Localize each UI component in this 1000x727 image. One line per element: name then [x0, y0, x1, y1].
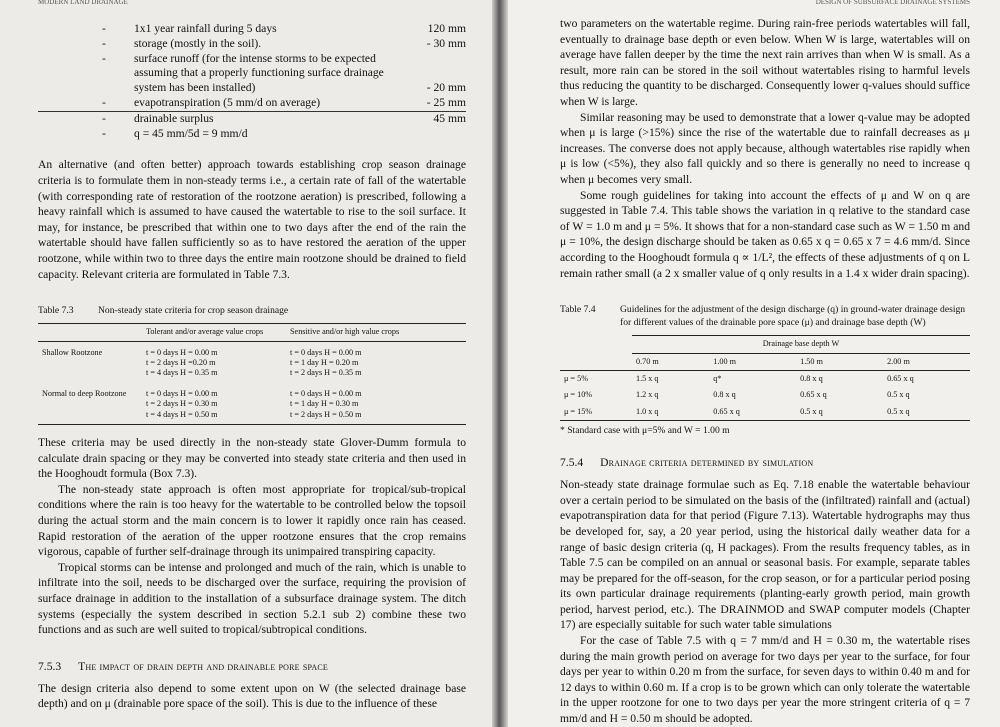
balance-item	[38, 96, 466, 112]
row-label: Shallow Rootzone	[42, 347, 103, 357]
sensitive-cell	[286, 383, 466, 425]
factor-cell: 1.5 x q	[636, 373, 659, 383]
section-heading	[560, 456, 970, 469]
table-label: Table 7.4	[560, 304, 596, 316]
paragraph: Similar reasoning may be used to demonstrate that a lower q-value may be adopted when μ is large (>15%) since the rise of the watertable due to rainfall decreases as μ increases. The converse does not apply because, although watertables rise rapidly when μ is low (<5%), they also fall quickly and so there is generally no need to increase q when μ becomes very small.	[560, 110, 970, 186]
table-7-3	[38, 323, 466, 425]
depth-header: 2.00 m	[883, 353, 970, 370]
mu-label: μ = 5%	[564, 373, 589, 383]
row-label: Normal to deep Rootzone	[42, 388, 127, 398]
paragraph: Some rough guidelines for taking into account the effects of μ and W on q are suggested in Table 7.4. This table shows the variation in q relative to the standard case of W = 1.0 m and μ = 5%. It shows that for a non-standard case such as W = 1.50 m and μ = 10%, the design discharge should be taken as 0.65 x q = 0.65 x 7 = 4.6 mm/d. Since according to the Hooghoudt formula q ∝ 1/L², the effects of these adjustments of q on L remain rather small (a 2 x smaller value of q only results in a 1.4 x wider drain spacing).	[560, 188, 970, 280]
factor-cell: 1.0 x q	[636, 406, 659, 416]
balance-item	[38, 112, 466, 127]
dash-marker: -	[102, 36, 106, 50]
section-number: 7.5.4	[560, 456, 584, 470]
factor-cell: 0.65 x q	[713, 406, 740, 416]
table-label: Table 7.3	[38, 305, 74, 317]
table-title: Non-steady state criteria for crop season drainage	[98, 305, 289, 317]
tolerant-cell	[142, 383, 286, 425]
balance-item	[38, 127, 466, 142]
factor-cell: 0.8 x q	[800, 373, 823, 383]
table-row	[38, 383, 466, 425]
factor-cell: q*	[713, 373, 722, 383]
balance-item	[38, 22, 466, 37]
factor-cell: 0.65 x q	[887, 373, 914, 383]
column-header: Tolerant and/or average value crops	[142, 324, 286, 341]
factor-cell: 0.8 x q	[713, 390, 736, 400]
factor-cell: 0.65 x q	[800, 390, 827, 400]
balance-amount: 120 mm	[427, 22, 466, 35]
book-gutter	[492, 0, 508, 727]
dash-marker: -	[102, 22, 106, 35]
criterion-line: t = 1 day H = 0.20 m	[290, 357, 359, 367]
dash-marker: -	[102, 111, 106, 125]
paragraph: Tropical storms can be intense and prolonged and much of the rain, which is unable to infiltrate into the soil, needs to be discharged over the surface, requiring the provision of surface drainage in addition to the installation of a subsurface drainage system. The ditch systems (especially the system described in section 5.2.1 sub 2) combine these two functions and as such are well suited to tropical/subtropical conditions.	[38, 560, 466, 637]
table-row	[38, 341, 466, 383]
section-heading	[38, 660, 466, 673]
table-row	[560, 387, 970, 403]
balance-text: drainable surplus	[134, 111, 214, 125]
section-title: Drainage criteria determined by simulation	[600, 456, 814, 470]
criterion-line: t = 1 day H = 0.30 m	[290, 399, 359, 409]
depth-header: 0.70 m	[632, 353, 709, 370]
dash-marker: -	[102, 51, 106, 65]
paragraph: These criteria may be used directly in the non-steady state Glover-Dumm formula to calculate drain spacing or they may be converted into steady state criteria and then used in the Hooghoudt formula (Box 7.3).	[38, 435, 466, 481]
balance-text: surface runoff (for the intense storms to be expected assuming that a properly functioning surface drainage system has been installed)	[134, 51, 384, 95]
column-header: Sensitive and/or high value crops	[286, 324, 466, 341]
table-row	[560, 370, 970, 387]
factor-cell: 0.5 x q	[887, 406, 910, 416]
criterion-line: t = 4 days H = 0.35 m	[146, 368, 218, 378]
balance-item	[38, 37, 466, 52]
balance-text: q = 45 mm/5d = 9 mm/d	[134, 126, 248, 140]
paragraph: two parameters on the watertable regime. During rain-free periods watertables will fall, eventually to drainage base depth or even below. When W is large, watertables will on average have fallen deeper by the time the next rain arrives than when W is small. As a result, more rain can be stored in the soil without watertables rising to harmful levels thus reducing the quantity to be discharged. Consequently lower q-values should suffice when W is large.	[560, 17, 970, 108]
tolerant-cell	[142, 341, 286, 383]
table-footnote: * Standard case with μ=5% and W = 1.00 m	[560, 425, 730, 437]
depth-header: 1.50 m	[796, 353, 883, 370]
criterion-line: t = 0 days H = 0.00 m	[146, 347, 218, 357]
balance-amount: - 25 mm	[426, 95, 466, 109]
balance-text: storage (mostly in the soil).	[134, 36, 262, 50]
criterion-line: t = 2 days H = 0.30 m	[146, 399, 218, 409]
paragraph: The design criteria also depend to some extent upon on W (the selected drainage base depth) and on μ (drainable pore space of the soil). This is due to the influence of these	[38, 681, 466, 711]
factor-cell: 1.2 x q	[636, 390, 659, 400]
running-head: MODERN LAND DRAINAGE	[38, 0, 128, 4]
criterion-line: t = 0 days H = 0.00 m	[146, 388, 218, 398]
column-header	[38, 324, 142, 341]
paragraph: An alternative (and often better) approach towards establishing crop season drainage criteria is to formulate them in non-steady terms i.e., a certain rate of fall of the watertable (with corresponding rate of restoration of the rootzone aeration) is prescribed, following a heavy rainfall which is assumed to have caused the watertable to rise to the soil surface. It may, for instance, be prescribed that within one to two days after the end of the rain the watertable should have fallen sufficiently so as to have restored the aeration of the upper rootzone, while within two to three days the entire main rootzone should be drained to field capacity. Relevant criteria are formulated in Table 7.3.	[38, 158, 466, 281]
section-number: 7.5.3	[38, 659, 62, 673]
sensitive-cell	[286, 341, 466, 383]
table-title: Guidelines for the adjustment of the design discharge (q) in ground-water drainage design for different values of the drainable pore space (μ) and drainage base depth (W)	[620, 304, 966, 329]
mu-label: μ = 15%	[564, 406, 593, 416]
group-header: Drainage base depth W	[632, 336, 970, 353]
right-page	[508, 0, 1000, 727]
paragraph: For the case of Table 7.5 with q = 7 mm/d and H = 0.30 m, the watertable rises during the main growth period on average for two days per year to the surface, for four days per year to within 0.20 m from the surface, for seven days to within 0.40 m and for 12 days to within 0.60 m. If a crop is to be grown which can only tolerate the watertable in the upper rootzone for one to two days per year the more stringent criteria of q = 7 mm/d and H = 0.50 m should be adopted.	[560, 634, 970, 726]
table-7-4	[560, 335, 970, 421]
criterion-line: t = 4 days H = 0.50 m	[146, 409, 218, 419]
paragraph: The non-steady state approach is often most appropriate for tropical/sub-tropical conditions where the rain is too heavy for the watertable to be controlled below the topsoil during the actual storm and the main concern is to lower it rapidly once rain has ceased. Rapid restoration of the aeration of the upper rootzone ensures that the crop remains vigorous, capable of further self-drainage through its unimpaired transpiring capacity.	[38, 482, 466, 559]
balance-amount: - 20 mm	[426, 81, 466, 95]
balance-text: evapotranspiration (5 mm/d on average)	[134, 95, 321, 109]
paragraph: Non-steady state drainage formulae such as Eq. 7.18 enable the watertable behaviour over a certain period to be simulated on the basis of the (infiltrated) rainfall and (actual) evapotranspiration data for that period (Figure 7.13). Watertable hydrographs may thus be developed for, say, a 20 year period, using the historical daily weather data for a range of basic design criteria (q, H packages). From the results frequency tables, as in Table 7.5 can be compiled on an annual or seasonal basis. For example, separate tables may be prepared for the off-season, for the crop season, or for a particular period posing its own particular drainage requirements (planting-early growth period, main growth period, harvest period, etc.). The DRAINMOD and SWAP computer models (Chapter 17) are especially suitable for such water table simulations	[560, 478, 970, 632]
balance-amount: - 30 mm	[426, 36, 466, 50]
criterion-line: t = 2 days H = 0.35 m	[290, 368, 362, 378]
section-title: The impact of drain depth and drainable pore space	[78, 659, 329, 673]
balance-item	[38, 52, 466, 96]
table-caption	[38, 304, 466, 317]
balance-amount: 45 mm	[433, 111, 466, 125]
depth-header: 1.00 m	[709, 353, 796, 370]
table-caption	[560, 303, 970, 329]
water-balance-list	[38, 22, 466, 141]
criterion-line: t = 0 days H = 0.00 m	[290, 388, 362, 398]
factor-cell: 0.5 x q	[800, 406, 823, 416]
left-page	[0, 0, 492, 727]
mu-label: μ = 10%	[564, 390, 593, 400]
dash-marker: -	[102, 126, 106, 140]
table-row	[560, 404, 970, 421]
running-head: DESIGN OF SUBSURFACE DRAINAGE SYSTEMS	[815, 0, 970, 4]
factor-cell: 0.5 x q	[887, 390, 910, 400]
criterion-line: t = 2 days H = 0.50 m	[290, 409, 362, 419]
dash-marker: -	[102, 95, 106, 109]
balance-text: 1x1 year rainfall during 5 days	[134, 22, 277, 35]
criterion-line: t = 2 days H =0.20 m	[146, 357, 216, 367]
criterion-line: t = 0 days H = 0.00 m	[290, 347, 362, 357]
